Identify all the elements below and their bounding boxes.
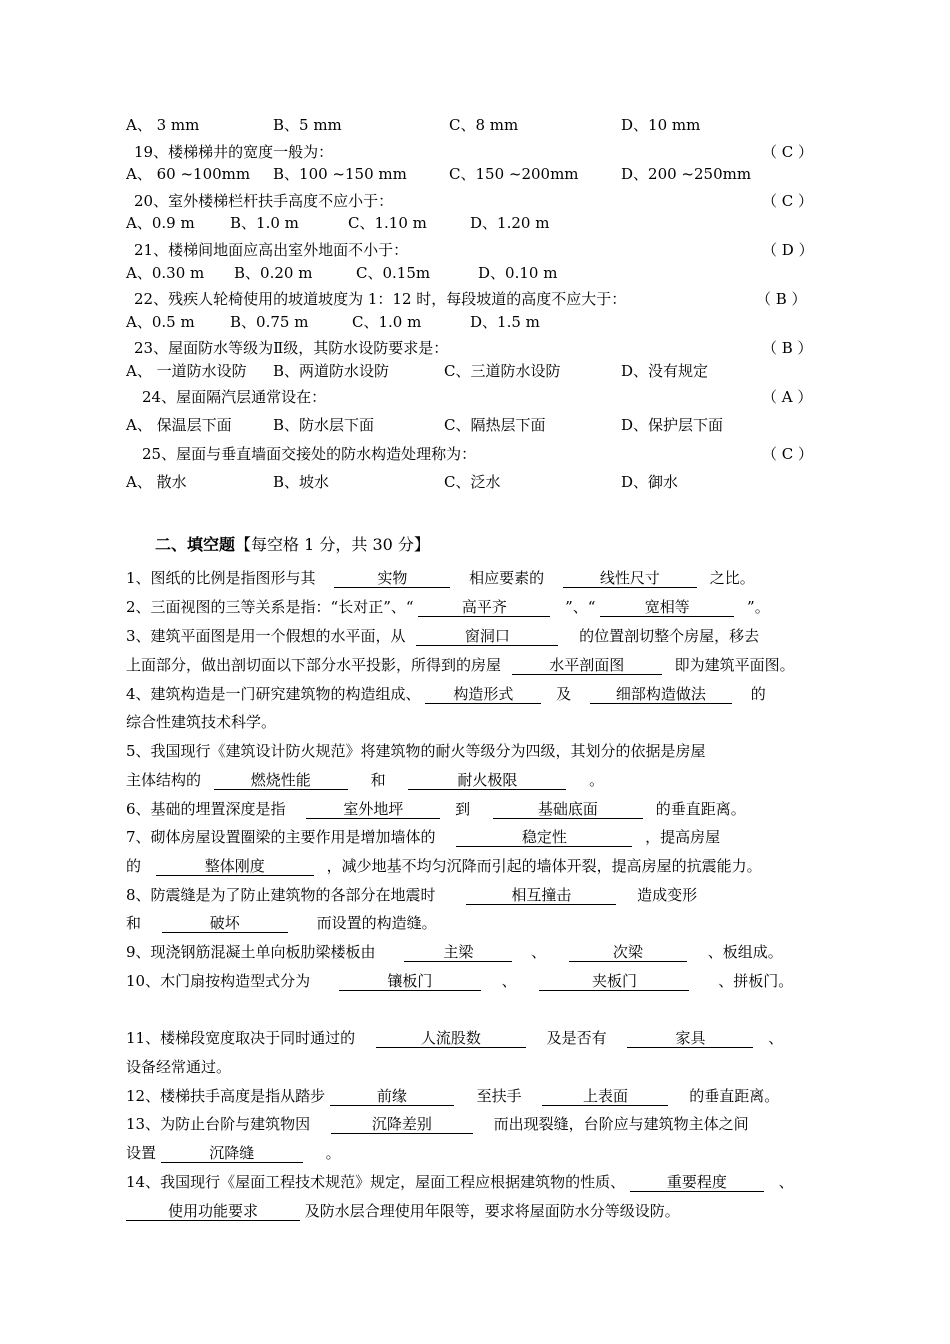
option-d: D、御水 — [621, 473, 679, 491]
answer-blank: 线性尺寸 — [563, 570, 697, 588]
text: 设置 — [126, 1144, 157, 1162]
option-a: A、 一道防水设防 — [126, 362, 247, 380]
option-c: C、1.0 m — [352, 313, 422, 331]
text: 14、我国现行《屋面工程技术规范》规定，屋面工程应根据建筑物的性质、 — [126, 1173, 626, 1191]
text: 上面部分，做出剖切面以下部分水平投影，所得到的房屋 — [126, 656, 502, 674]
answer-blank: 镶板门 — [339, 973, 481, 991]
answer-blank: 上表面 — [542, 1088, 668, 1106]
fill-question-5 — [126, 742, 706, 760]
option-d: D、没有规定 — [621, 362, 709, 380]
text: 而出现裂缝，台阶应与建筑物主体之间 — [493, 1115, 749, 1133]
answer-blank: 重要程度 — [630, 1174, 764, 1192]
text: ”、“ — [565, 598, 596, 616]
option-a: A、 散水 — [126, 473, 187, 491]
answer-bracket: （ B ） — [756, 290, 807, 308]
fill-question-13 — [126, 1115, 749, 1134]
text: 及防水层合理使用年限等，要求将屋面防水分等级设防。 — [304, 1202, 680, 1220]
question-stem: 19、楼梯梯井的宽度一般为： — [134, 143, 334, 161]
option-d: D、1.20 m — [470, 214, 550, 232]
option-b: B、5 mm — [273, 116, 342, 134]
answer-bracket: （ C ） — [762, 143, 814, 161]
answer-blank: 相互撞击 — [466, 887, 616, 905]
text: 7、砌体房屋设置圈梁的主要作用是增加墙体的 — [126, 828, 436, 846]
answer-blank: 构造形式 — [425, 686, 541, 704]
fill-question-3 — [126, 627, 759, 646]
text: 4、建筑构造是一门研究建筑物的构造组成、 — [126, 685, 421, 703]
text: 。 — [325, 1144, 341, 1162]
option-b: B、0.75 m — [230, 313, 309, 331]
fill-question-4-cont — [126, 713, 276, 731]
text: 相应要素的 — [469, 569, 545, 587]
fill-question-14 — [126, 1173, 794, 1192]
option-a: A、 保温层下面 — [126, 416, 232, 434]
text: ，提高房屋 — [645, 828, 721, 846]
option-a: A、 3 mm — [126, 116, 200, 134]
text: 综合性建筑技术科学。 — [126, 713, 277, 731]
text: 和 — [126, 914, 142, 932]
option-d: D、200 ~250mm — [621, 165, 752, 183]
text: 主体结构的 — [126, 771, 202, 789]
option-b: B、坡水 — [273, 473, 330, 491]
answer-blank: 次梁 — [569, 944, 687, 962]
option-c: C、8 mm — [449, 116, 519, 134]
answer-blank: 人流股数 — [376, 1030, 526, 1048]
fill-question-14-cont — [126, 1202, 680, 1221]
text: 的 — [750, 685, 766, 703]
fill-question-7-cont — [126, 857, 762, 876]
answer-blank: 夹板门 — [539, 973, 689, 991]
fill-question-10 — [126, 972, 793, 991]
text: 的位置剖切整个房屋，移去 — [579, 627, 760, 645]
question-stem: 23、屋面防水等级为Ⅱ级，其防水设防要求是： — [134, 339, 449, 357]
answer-blank: 基础底面 — [493, 801, 643, 819]
question-stem: 21、楼梯间地面应高出室外地面不小于： — [134, 241, 409, 259]
answer-blank: 宽相等 — [600, 599, 734, 617]
text: 及是否有 — [546, 1029, 607, 1047]
text: 造成变形 — [637, 886, 698, 904]
answer-bracket: （ D ） — [762, 241, 814, 259]
fill-question-13-cont — [126, 1144, 341, 1163]
answer-bracket: （ C ） — [762, 192, 814, 210]
answer-blank: 使用功能要求 — [126, 1203, 300, 1221]
option-a: A、0.5 m — [126, 313, 195, 331]
answer-blank: 燃烧性能 — [214, 772, 348, 790]
text: 6、基础的埋置深度是指 — [126, 800, 286, 818]
text: 之比。 — [709, 569, 755, 587]
text: 2、三面视图的三等关系是指：“长对正”、“ — [126, 598, 414, 616]
option-b: B、100 ~150 mm — [273, 165, 407, 183]
option-c: C、隔热层下面 — [444, 416, 546, 434]
fill-question-2 — [126, 598, 770, 617]
text: 、 — [778, 1173, 794, 1191]
text: 10、木门扇按构造型式分为 — [126, 972, 311, 990]
answer-bracket: （ A ） — [762, 388, 813, 406]
question-stem: 20、室外楼梯栏杆扶手高度不应小于： — [134, 192, 394, 210]
text: ，减少地基不均匀沉降而引起的墙体开裂，提高房屋的抗震能力。 — [326, 857, 762, 875]
fill-question-11 — [126, 1029, 783, 1048]
text: 的垂直距离。 — [689, 1087, 780, 1105]
text: 8、防震缝是为了防止建筑物的各部分在地震时 — [126, 886, 436, 904]
answer-blank: 室外地坪 — [306, 801, 440, 819]
answer-bracket: （ C ） — [762, 445, 814, 463]
answer-bracket: （ B ） — [762, 339, 813, 357]
option-a: A、0.30 m — [126, 264, 205, 282]
option-b: B、两道防水设防 — [273, 362, 390, 380]
text: 、 — [531, 943, 547, 961]
answer-blank: 家具 — [627, 1030, 753, 1048]
answer-blank: 稳定性 — [456, 829, 632, 847]
text: 的 — [126, 857, 142, 875]
option-a: A、 60 ~100mm — [126, 165, 251, 183]
text: ”。 — [747, 598, 770, 616]
text: 、 — [768, 1029, 784, 1047]
fill-question-12 — [126, 1087, 779, 1106]
fill-question-8 — [126, 886, 697, 905]
option-b: B、0.20 m — [234, 264, 313, 282]
answer-blank: 沉降差别 — [331, 1116, 473, 1134]
text: 11、楼梯段宽度取决于同时通过的 — [126, 1029, 356, 1047]
answer-blank: 主梁 — [404, 944, 512, 962]
option-c: C、三道防水设防 — [444, 362, 561, 380]
text: 即为建筑平面图。 — [674, 656, 795, 674]
question-stem: 25、屋面与垂直墙面交接处的防水构造处理称为： — [142, 445, 477, 463]
fill-question-7 — [126, 828, 720, 847]
answer-blank: 实物 — [334, 570, 450, 588]
text: 至扶手 — [476, 1087, 522, 1105]
answer-blank: 整体刚度 — [156, 858, 314, 876]
answer-blank: 窗洞口 — [416, 628, 558, 646]
text: 。 — [589, 771, 605, 789]
section-heading — [155, 535, 430, 555]
text: 12、楼梯扶手高度是指从踏步 — [126, 1087, 326, 1105]
section-title: 二、填空题 — [155, 535, 236, 554]
answer-blank: 高平齐 — [418, 599, 550, 617]
option-a: A、0.9 m — [126, 214, 195, 232]
text: 的垂直距离。 — [655, 800, 746, 818]
text: 、 — [501, 972, 517, 990]
question-stem: 24、屋面隔汽层通常设在： — [142, 388, 327, 406]
text: 13、为防止台阶与建筑物因 — [126, 1115, 311, 1133]
fill-question-11-cont — [126, 1058, 231, 1076]
answer-blank: 耐火极限 — [408, 772, 566, 790]
option-c: C、泛水 — [444, 473, 501, 491]
option-d: D、10 mm — [621, 116, 701, 134]
fill-question-1 — [126, 569, 755, 588]
text: 到 — [455, 800, 471, 818]
answer-blank: 破坏 — [162, 915, 288, 933]
option-b: B、1.0 m — [230, 214, 299, 232]
text: 1、图纸的比例是指图形与其 — [126, 569, 316, 587]
option-c: C、1.10 m — [348, 214, 427, 232]
question-stem: 22、残疾人轮椅使用的坡道坡度为 1：12 时，每段坡道的高度不应大于： — [134, 290, 627, 308]
answer-blank: 细部构造做法 — [590, 686, 732, 704]
option-d: D、1.5 m — [470, 313, 540, 331]
option-c: C、150 ~200mm — [449, 165, 579, 183]
text: 而设置的构造缝。 — [316, 914, 437, 932]
text: 3、建筑平面图是用一个假想的水平面，从 — [126, 627, 406, 645]
option-d: D、保护层下面 — [621, 416, 724, 434]
fill-question-8-cont — [126, 914, 437, 933]
text: 、拼板门。 — [718, 972, 794, 990]
fill-question-3-cont — [126, 656, 795, 675]
answer-blank: 水平剖面图 — [512, 657, 662, 675]
text: 、板组成。 — [707, 943, 783, 961]
option-c: C、0.15m — [356, 264, 431, 282]
answer-blank: 沉降缝 — [161, 1145, 303, 1163]
fill-question-6 — [126, 800, 746, 819]
fill-question-4 — [126, 685, 766, 704]
fill-question-5-cont — [126, 771, 604, 790]
text: 设备经常通过。 — [126, 1058, 232, 1076]
option-d: D、0.10 m — [478, 264, 558, 282]
text: 及 — [556, 685, 572, 703]
fill-question-9 — [126, 943, 783, 962]
option-b: B、防水层下面 — [273, 416, 375, 434]
text: 和 — [370, 771, 386, 789]
text: 9、现浇钢筋混凝土单向板肋梁楼板由 — [126, 943, 376, 961]
answer-blank: 前缘 — [330, 1088, 454, 1106]
text: 5、我国现行《建筑设计防火规范》将建筑物的耐火等级分为四级，其划分的依据是房屋 — [126, 742, 706, 760]
section-scoring: 【每空格 1 分，共 30 分】 — [235, 535, 430, 554]
